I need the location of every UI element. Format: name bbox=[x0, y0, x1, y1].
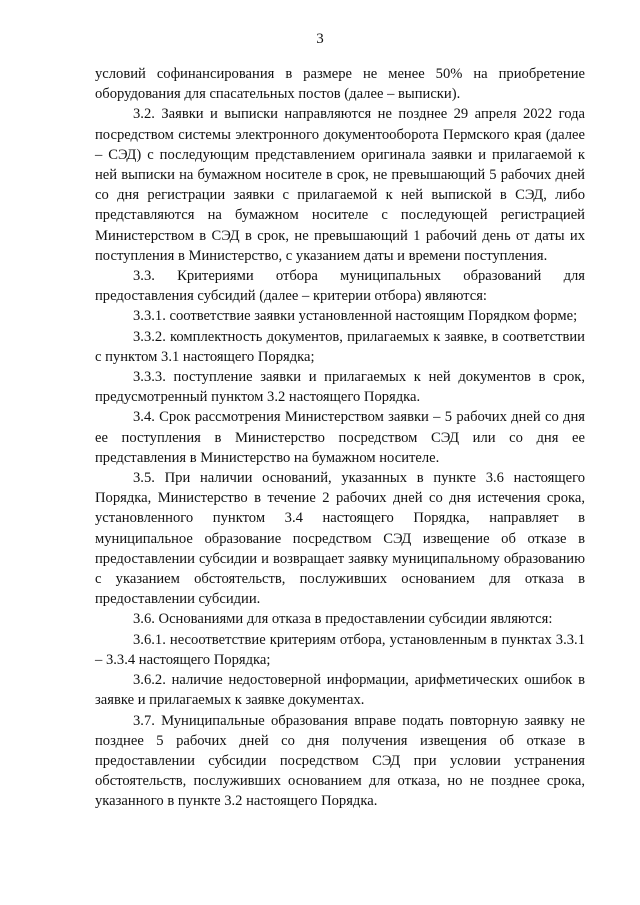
document-body bbox=[95, 64, 585, 812]
paragraph-3-5: 3.5. При наличии оснований, указанных в пункте 3.6 настоящего Порядка, Министерство в течение 2 рабочих дней со дня истечения срока, установленного пунктом 3.4 настоящего Порядка, направляет в муниципальное образование посредством СЭД извещение об отказе в предоставлении субсидии и возвращает заявку муниципальному образованию с указанием обстоятельств, послуживших основанием для отказа в предоставлении субсидии. bbox=[95, 470, 585, 608]
paragraph-3-3-1: 3.3.1. соответствие заявки установленной настоящим Порядком форме; bbox=[133, 308, 578, 325]
paragraph-3-6-2: 3.6.2. наличие недостоверной информации, арифметических ошибок в заявке и прилагаемых к заявке документах. bbox=[95, 672, 585, 709]
paragraph-3-7: 3.7. Муниципальные образования вправе подать повторную заявку не позднее 5 рабочих дней со дня получения извещения об отказе в предоставлении субсидии посредством СЭД при условии устранения обстоятельств, послуживших основанием для отказа, но не позднее срока, указанного в пункте 3.2 настоящего Порядка. bbox=[95, 712, 585, 810]
paragraph-3-3-3: 3.3.3. поступление заявки и прилагаемых к ней документов в срок, предусмотренный пунктом 3.2 настоящего Порядка. bbox=[95, 369, 585, 406]
paragraph-3-4: 3.4. Срок рассмотрения Министерством заявки – 5 рабочих дней со дня ее поступления в Министерство посредством СЭД или со дня ее представления в Министерство на бумажном носителе. bbox=[95, 409, 585, 466]
paragraph-3-3-2: 3.3.2. комплектность документов, прилагаемых к заявке, в соответствии с пунктом 3.1 настоящего Порядка; bbox=[95, 328, 585, 365]
paragraph-3-6: 3.6. Основаниями для отказа в предоставлении субсидии являются: bbox=[133, 611, 553, 628]
paragraph-3-3: 3.3. Критериями отбора муниципальных образований для предоставления субсидий (далее – критерии отбора) являются: bbox=[95, 268, 585, 305]
paragraph-3-6-1: 3.6.1. несоответствие критериям отбора, установленным в пунктах 3.3.1 – 3.3.4 настоящего Порядка; bbox=[95, 631, 585, 668]
paragraph-3-2: 3.2. Заявки и выписки направляются не позднее 29 апреля 2022 года посредством системы электронного документооборота Пермского края (далее – СЭД) с последующим представлением оригинала заявки и прилагаемой к ней выписки на бумажном носителе в срок, не превышающий 5 рабочих дней со дня регистрации заявки с прилагаемой к ней выпиской в СЭД, либо представляются на бумажном носителе с последующей регистрацией Министерством в СЭД в срок, не превышающий 1 рабочий день от даты их поступления в Министерство, с указанием даты и времени поступления. bbox=[95, 106, 585, 264]
page-number: 3 bbox=[316, 31, 324, 47]
paragraph-continuation: условий софинансирования в размере не менее 50% на приобретение оборудования для спасательных постов (далее – выписки). bbox=[95, 66, 585, 103]
